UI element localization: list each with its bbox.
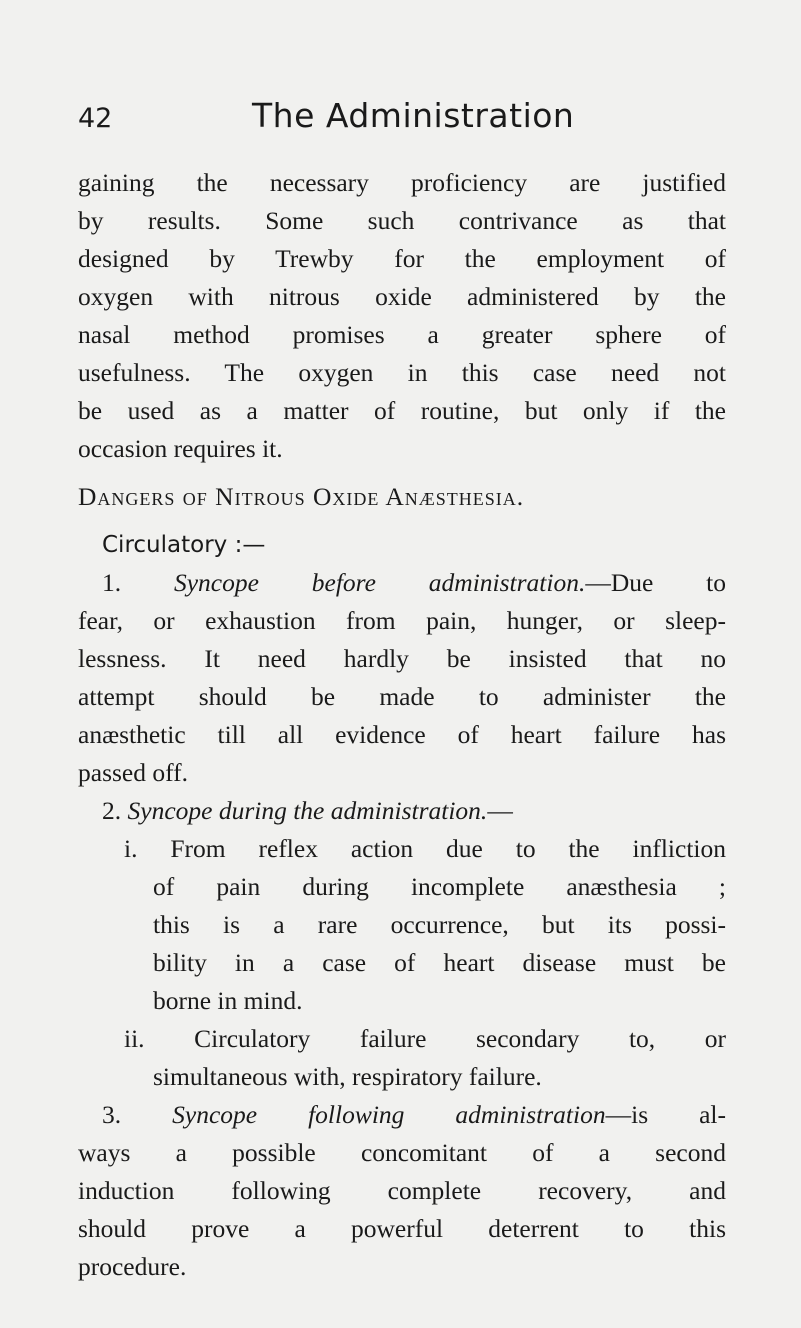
- text-line: simultaneous with, respiratory failure.: [153, 1062, 542, 1091]
- text-line: nasal method promises a greater sphere of: [78, 320, 726, 349]
- item-title: Syncope following administration: [172, 1100, 606, 1129]
- page-body: [78, 164, 726, 1286]
- text-line: anæsthetic till all evidence of heart failure has: [78, 720, 726, 749]
- text-line: by results. Some such contrivance as that: [78, 206, 726, 235]
- subitem-i-first-line: [78, 830, 726, 868]
- text-line: be used as a matter of routine, but only if the: [78, 396, 726, 425]
- text-line: designed by Trewby for the employment of: [78, 244, 726, 273]
- text-line: procedure.: [78, 1252, 187, 1281]
- subitem-text: From reflex action due to the infliction: [170, 834, 726, 863]
- text-line: occasion requires it.: [78, 434, 283, 463]
- item-number: 1.: [102, 568, 122, 597]
- item-text: —is al-: [605, 1100, 727, 1129]
- item-title: Syncope during the administration.: [127, 796, 488, 825]
- text-line: attempt should be made to administer the: [78, 682, 726, 711]
- text-line: this is a rare occurrence, but its possi-: [153, 910, 726, 939]
- text-line: passed off.: [78, 758, 189, 787]
- page-header: [78, 96, 728, 156]
- item-3-first-line: [78, 1096, 726, 1134]
- subitem-text: Circulatory failure secondary to, or: [194, 1024, 726, 1053]
- item-title: Syncope before administration.: [173, 568, 586, 597]
- subitem-number: ii.: [124, 1024, 145, 1053]
- item-1-first-line: [78, 564, 726, 602]
- text-line: usefulness. The oxygen in this case need not: [78, 358, 726, 387]
- item-2-first-line: [78, 792, 726, 830]
- section-heading: Dangers of Nitrous Oxide Anæsthesia.: [78, 482, 525, 511]
- text-line: of pain during incomplete anæsthesia ;: [153, 872, 726, 901]
- item-text: —: [487, 796, 513, 825]
- item-number: 3.: [102, 1100, 122, 1129]
- text-line: lessness. It need hardly be insisted that no: [78, 644, 726, 673]
- text-line: bility in a case of heart disease must be: [153, 948, 726, 977]
- text-line: ways a possible concomitant of a second: [78, 1138, 726, 1167]
- running-title: The Administration: [252, 96, 575, 135]
- text-line: fear, or exhaustion from pain, hunger, or sleep-: [78, 606, 726, 635]
- text-line: gaining the necessary proficiency are justified: [78, 168, 726, 197]
- subheading: Circulatory :—: [102, 532, 266, 558]
- subitem-ii-first-line: [78, 1020, 726, 1058]
- text-line: oxygen with nitrous oxide administered by the: [78, 282, 726, 311]
- text-line: borne in mind.: [153, 986, 303, 1015]
- item-text: —Due to: [585, 568, 727, 597]
- text-line: induction following complete recovery, and: [78, 1176, 726, 1205]
- text-line: should prove a powerful deterrent to this: [78, 1214, 726, 1243]
- item-number: 2.: [102, 796, 122, 825]
- subitem-number: i.: [124, 834, 138, 863]
- page-number: 42: [78, 103, 113, 134]
